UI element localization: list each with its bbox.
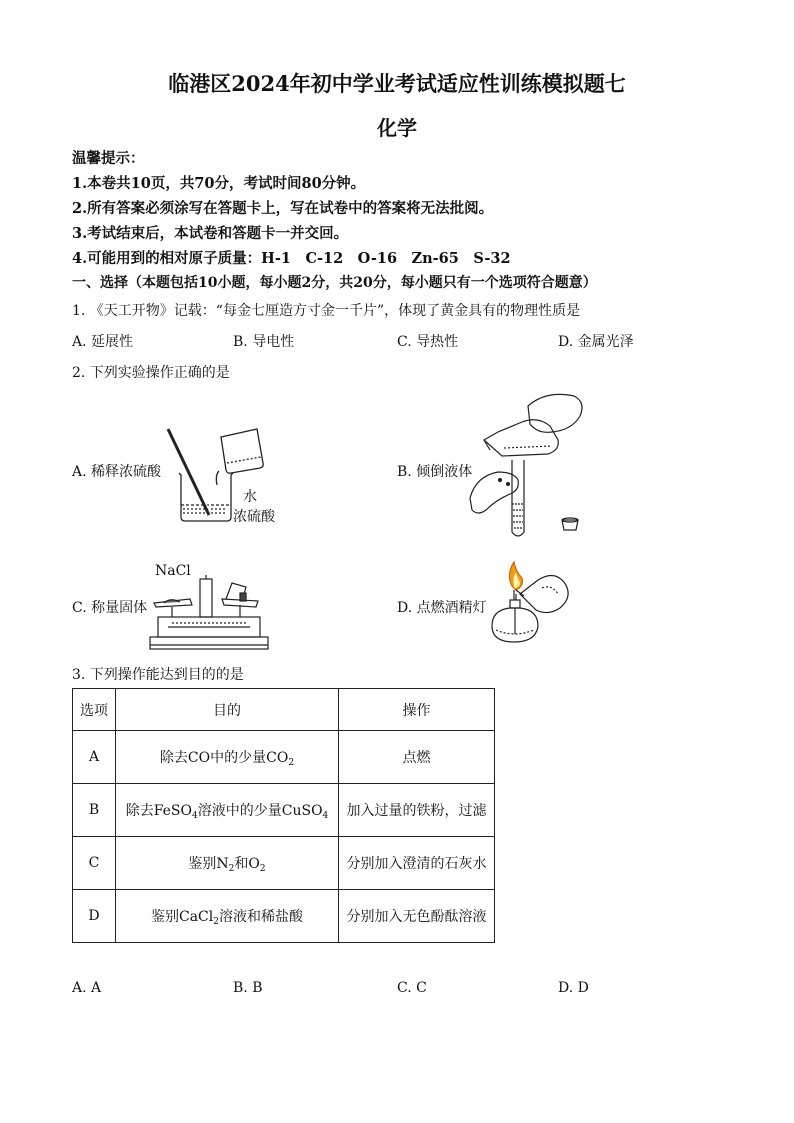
tip-item-1: 1.本卷共10页，共70分，考试时间80分钟。 [72,175,366,192]
row-purpose: 鉴别CaCl$_2$溶液和稀盐酸 [116,890,339,943]
row-letter: D [73,890,116,943]
table-header-row [73,689,495,731]
nacl-label: NaCl [155,563,191,579]
paper-title: 临港区2024年初中学业考试适应性训练模拟题七 [168,71,626,96]
question-1-stem: 1. 《天工开物》记载：“每金七厘造方寸金一千片”，体现了黄金具有的物理性质是 [72,303,581,319]
row-letter: A [73,731,116,784]
q3-option-d: D. D [558,980,589,996]
row-operation: 分别加入无色酚酞溶液 [339,890,495,943]
q2-option-b-label: B. 倾倒液体 [397,464,473,480]
table-row [73,784,495,837]
q1-option-a: A. 延展性 [72,334,134,350]
header-purpose: 目的 [116,689,339,731]
tip-item-4: 4.可能用到的相对原子质量：H-1 C-12 O-16 Zn-65 S-32 [72,250,511,267]
section-heading: 一、选择（本题包括10小题，每小题2分，共20分，每小题只有一个选项符合题意） [72,275,597,291]
row-letter: C [73,837,116,890]
q1-option-b: B. 导电性 [233,334,295,350]
q2-option-d-label: D. 点燃酒精灯 [397,600,487,616]
row-operation: 分别加入澄清的石灰水 [339,837,495,890]
row-purpose: 除去CO中的少量$CO_2$ [116,731,339,784]
header-option: 选项 [73,689,116,731]
row-letter: B [73,784,116,837]
table-row [73,731,495,784]
q3-option-c: C. C [397,980,427,996]
tips-heading: 温馨提示： [72,150,145,167]
table-row [73,837,495,890]
question-3-stem: 3. 下列操作能达到目的的是 [72,667,244,683]
water-label: 水 [243,489,257,505]
q1-option-c: C. 导热性 [397,334,459,350]
question-2-stem: 2. 下列实验操作正确的是 [72,365,230,381]
table-row [73,890,495,943]
acid-label: 浓硫酸 [233,509,275,525]
q2-option-a-label: A. 稀释浓硫酸 [72,464,162,480]
row-purpose: 除去FeSO$_4$溶液中的少量CuSO$_4$ [116,784,339,837]
balance-figure [148,575,273,653]
row-purpose: 鉴别$N_2$和$O_2$ [116,837,339,890]
subject-title: 化学 [377,116,417,140]
row-operation: 点燃 [339,731,495,784]
q3-option-a: A. A [72,980,102,996]
pour-liquid-figure [468,392,588,542]
operations-table [72,688,495,943]
q2-option-c-label: C. 称量固体 [72,600,148,616]
header-operation: 操作 [339,689,495,731]
alcohol-lamp-figure [486,560,576,646]
q3-option-b: B. B [233,980,263,996]
row-operation: 加入过量的铁粉，过滤 [339,784,495,837]
tip-item-3: 3.考试结束后，本试卷和答题卡一并交回。 [72,225,349,242]
q1-option-d: D. 金属光泽 [558,334,634,350]
tip-item-2: 2.所有答案必须涂写在答题卡上，写在试卷中的答案将无法批阅。 [72,200,494,217]
